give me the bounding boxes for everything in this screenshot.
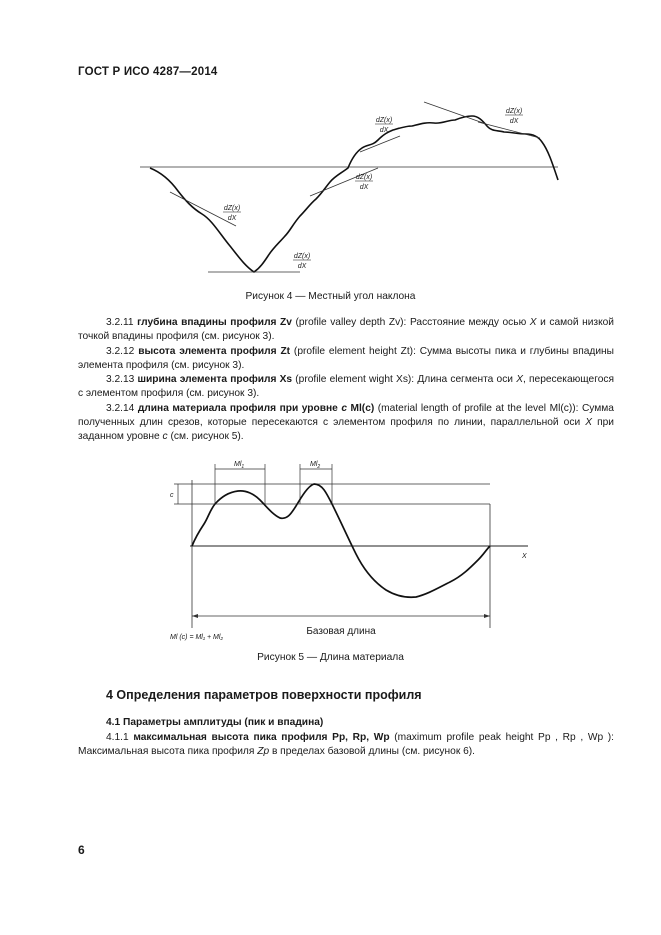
material-length-plot: [160, 450, 550, 645]
ml1-label: $Ml_1$: [234, 461, 245, 470]
svg-text:dX: dX: [297, 263, 307, 270]
definition-3-2-14: 3.2.14 длина материала профиля при уровне c Ml(c) (material length of profile at the level Ml(c)): Сумма полученных длин срезов, которые пересекаются с элементом профиля по линии, параллельной оси X при заданном уровне c (см. рисунок 5).: [78, 402, 614, 443]
slope-label: [505, 108, 523, 125]
figure-5-diagram: [160, 450, 550, 645]
subsection-4-1-title: 4.1 Параметры амплитуды (пик и впадина): [106, 717, 324, 728]
ml2-label: $Ml_2$: [310, 461, 321, 470]
material-length-formula: Ml (c) = Ml₁ + Ml₂: [170, 634, 224, 641]
local-slope-plot: [130, 96, 570, 281]
svg-text:dZ(x): dZ(x): [293, 253, 311, 260]
x-axis-label: X: [522, 553, 527, 560]
definition-4-1-1: 4.1.1 максимальная высота пика профиля Pp, Rp, Wp (maximum profile peak height Pp , Rp , Wp ): Максимальная высота пика профиля Zp в пределах базовой длины (см. рисунок 6).: [78, 732, 614, 758]
figure-5-caption: Рисунок 5 — Длина материала: [257, 652, 404, 663]
svg-text:dX: dX: [227, 215, 237, 222]
svg-text:dZ(x): dZ(x): [355, 174, 373, 181]
profile-curve: [150, 116, 558, 272]
profile-curve: [192, 484, 490, 597]
definition-3-2-12: 3.2.12 высота элемента профиля Zt (profile element height Zt): Сумма высоты пика и глубины впадины элемента профиля (см. рисунок 3).: [78, 345, 614, 371]
figure-4-caption: Рисунок 4 — Местный угол наклона: [245, 291, 416, 302]
document-header: ГОСТ Р ИСО 4287—2014: [78, 66, 218, 78]
slope-label: [293, 253, 311, 270]
svg-text:dX: dX: [509, 118, 519, 125]
definition-3-2-11: 3.2.11 глубина впадины профиля Zv (profile valley depth Zv): Расстояние между осью X и самой низкой точкой впадины профиля (см. рисунок 3).: [78, 317, 614, 343]
svg-text:dZ(x): dZ(x): [505, 108, 523, 115]
figure-4-diagram: [130, 96, 570, 281]
svg-text:dX: dX: [379, 127, 389, 134]
definitions-block: [78, 316, 614, 445]
base-length-label: Базовая длина: [306, 626, 376, 637]
svg-text:dX: dX: [359, 184, 369, 191]
svg-text:dZ(x): dZ(x): [375, 117, 393, 124]
tangent-line: [310, 168, 378, 196]
page-number: 6: [78, 843, 85, 857]
svg-text:dZ(x): dZ(x): [223, 205, 241, 212]
slope-label: [223, 205, 241, 222]
slope-label: [355, 174, 373, 191]
level-c-label: c: [170, 492, 174, 499]
definition-3-2-13: 3.2.13 ширина элемента профиля Xs (profile element wight Xs): Длина сегмента оси X, пересекающегося с элементом профиля (см. рисунок 3).: [78, 374, 614, 400]
section-4-title: 4 Определения параметров поверхности профиля: [106, 688, 422, 702]
